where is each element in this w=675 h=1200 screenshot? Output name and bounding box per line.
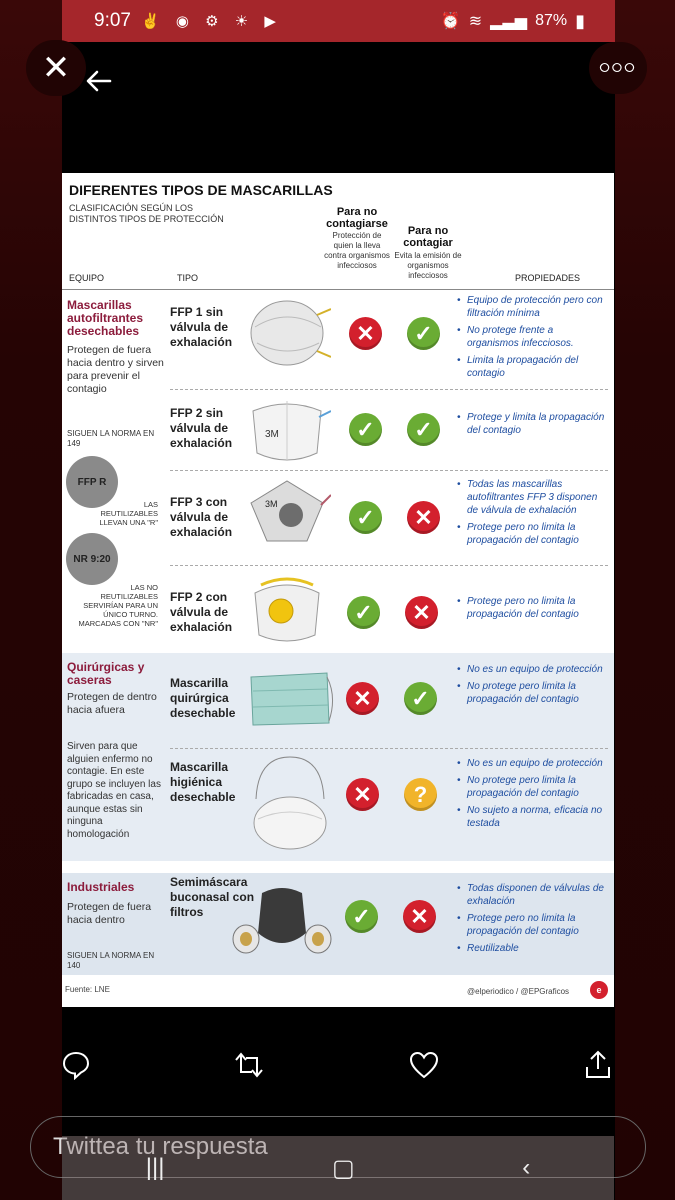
cat2-desc: Protegen de dentro hacia afuera xyxy=(67,691,157,716)
cat3-norm: SIGUEN LA NORMA EN 140 xyxy=(67,951,155,970)
more-icon: ⭘⭘⭘ xyxy=(599,60,637,75)
close-icon: ✕ xyxy=(41,49,71,87)
status-bar xyxy=(62,0,615,42)
check-icon: ✓ xyxy=(407,317,440,350)
notification-icons: ✌ ◉ ⚙ ☀ ▶ xyxy=(140,13,282,30)
home-button[interactable]: ▢ xyxy=(332,1154,355,1182)
reply-button[interactable] xyxy=(59,1048,93,1082)
signal-icon: ▂▃▅ xyxy=(490,13,528,30)
retweet-button[interactable] xyxy=(232,1048,266,1082)
cat3-name: Industriales xyxy=(67,880,135,894)
surgical-mask-image xyxy=(245,663,337,740)
system-nav-bar xyxy=(62,1136,614,1200)
half-face-respirator-image xyxy=(232,883,332,968)
share-icon xyxy=(583,1049,613,1081)
close-button[interactable] xyxy=(26,40,86,96)
reply-placeholder: Twittea tu respuesta xyxy=(53,1133,268,1160)
header-no-contagiarse-sub: Protección de quien la lleva contra organismos infecciosos xyxy=(324,231,390,270)
row-type: Mascarilla quirúrgica desechable xyxy=(170,676,236,720)
header-no-contagiar-sub: Evita la emisión de organismos infecciosos xyxy=(394,251,462,280)
cross-icon: ✕ xyxy=(405,596,438,629)
system-back-button[interactable]: ‹ xyxy=(522,1154,531,1181)
row-divider xyxy=(170,748,608,749)
header-propiedades: PROPIEDADES xyxy=(515,273,581,283)
svg-text:3M: 3M xyxy=(265,499,278,509)
tweet-actions xyxy=(0,1040,675,1090)
arrow-left-icon xyxy=(84,66,114,96)
nonreusable-note: LAS NO REUTILIZABLES SERVIRÍAN PARA UN ÚNICO TURNO. MARCADAS CON "NR" xyxy=(78,583,158,628)
row-type: FFP 1 sin válvula de exhalación xyxy=(170,305,233,349)
share-button[interactable] xyxy=(581,1048,615,1082)
cross-icon: ✕ xyxy=(403,900,436,933)
row-divider xyxy=(170,389,608,390)
row-properties: • Protege pero no limita la propagación del contagio xyxy=(457,595,607,625)
row-type: FFP 2 sin válvula de exhalación xyxy=(170,406,233,450)
row-divider xyxy=(170,470,608,471)
ffp2-valve-mask-image xyxy=(247,573,331,652)
check-icon: ✓ xyxy=(349,501,382,534)
ffp3-mask-image xyxy=(247,475,331,556)
cross-icon: ✕ xyxy=(346,778,379,811)
publisher-logo: e xyxy=(590,981,608,999)
heart-icon xyxy=(408,1050,440,1080)
right-backdrop xyxy=(615,0,675,1200)
infographic xyxy=(62,173,614,1007)
header-equipo: EQUIPO xyxy=(69,273,105,283)
battery-percent: 87% xyxy=(535,12,568,29)
row-properties: • No es un equipo de protección • No protege pero limita la propagación del contagio • No sujeto a norma, eficacia no testada xyxy=(457,757,607,834)
header-no-contagiarse: Para no contagiarse xyxy=(326,206,388,230)
reusable-note: LAS REUTILIZABLES LLEVAN UNA "R" xyxy=(99,500,158,527)
cat3-desc: Protegen de fuera hacia dentro xyxy=(67,901,152,926)
ffp2-mask-image xyxy=(247,393,331,472)
hygienic-mask-image xyxy=(248,753,332,858)
infographic-subtitle: CLASIFICACIÓN SEGÚN LOS DISTINTOS TIPOS DE PROTECCIÓN xyxy=(69,203,224,224)
header-no-contagiar: Para no contagiar xyxy=(403,225,453,249)
comment-icon xyxy=(61,1050,91,1080)
cat1-norm: SIGUEN LA NORMA EN 149 xyxy=(67,429,155,448)
row-properties: • Equipo de protección pero con filtración mínima • No protege frente a organismos infecciosos. • Limita la propagación del contagio xyxy=(457,294,607,384)
wifi-icon: ≋ xyxy=(468,13,483,30)
reusable-marking-zoom: FFP R xyxy=(66,456,118,508)
header-tipo: TIPO xyxy=(177,273,199,283)
retweet-icon xyxy=(232,1050,266,1080)
row-properties: • Todas disponen de válvulas de exhalación • Protege pero no limita la propagación del contagio • Reutilizable xyxy=(457,882,607,959)
cross-icon: ✕ xyxy=(349,317,382,350)
cat1-name: Mascarillas autofiltrantes desechables xyxy=(67,298,144,338)
recent-apps-button[interactable]: ||| xyxy=(145,1154,165,1181)
row-type: FFP 3 con válvula de exhalación xyxy=(170,495,233,539)
check-icon: ✓ xyxy=(404,682,437,715)
check-icon: ✓ xyxy=(347,596,380,629)
row-divider xyxy=(170,565,608,566)
row-properties: • Protege y limita la propagación del contagio xyxy=(457,411,607,441)
cross-icon: ✕ xyxy=(407,501,440,534)
header-divider xyxy=(62,289,614,290)
cross-icon: ✕ xyxy=(346,682,379,715)
tweet-image[interactable] xyxy=(62,173,614,1007)
question-icon: ? xyxy=(404,778,437,811)
row-type: Mascarilla higiénica desechable xyxy=(170,760,236,804)
status-right xyxy=(441,11,585,32)
alarm-icon: ⏰ xyxy=(440,13,461,30)
cat1-desc: Protegen de fuera hacia dentro y sirven para prevenir el contagio xyxy=(67,344,164,395)
more-options-button[interactable] xyxy=(589,42,647,94)
check-icon: ✓ xyxy=(345,900,378,933)
row-type: FFP 2 con válvula de exhalación xyxy=(170,590,233,634)
back-button[interactable] xyxy=(84,66,118,100)
cat2-desc2: Sirven para que alguien enfermo no contagie. En este grupo se incluyen las fabricadas en casa, aunque estas sin ninguna homologación xyxy=(67,741,161,840)
row-type: Semimáscara buconasal con filtros xyxy=(170,875,255,919)
battery-icon: ▮ xyxy=(575,10,585,31)
ffp1-mask-image xyxy=(247,295,331,374)
row-properties: • No es un equipo de protección • No protege pero limita la propagación del contagio xyxy=(457,663,607,710)
credit-label: @elperiodico / @EPGraficos xyxy=(467,987,570,996)
left-backdrop xyxy=(0,0,62,1200)
check-icon: ✓ xyxy=(349,413,382,446)
check-icon: ✓ xyxy=(407,413,440,446)
status-time: 9:07 xyxy=(94,10,131,31)
cat2-name: Quirúrgicas y caseras xyxy=(67,660,145,687)
source-label: Fuente: LNE xyxy=(65,985,110,994)
like-button[interactable] xyxy=(407,1048,441,1082)
nonreusable-marking-zoom: NR 9:20 xyxy=(66,533,118,585)
infographic-title: DIFERENTES TIPOS DE MASCARILLAS xyxy=(69,182,333,198)
row-properties: • Todas las mascarillas autofiltrantes FFP 3 disponen de válvula de exhalación • Protege pero no limita la propagación del contagio xyxy=(457,478,607,551)
svg-text:3M: 3M xyxy=(265,429,279,440)
